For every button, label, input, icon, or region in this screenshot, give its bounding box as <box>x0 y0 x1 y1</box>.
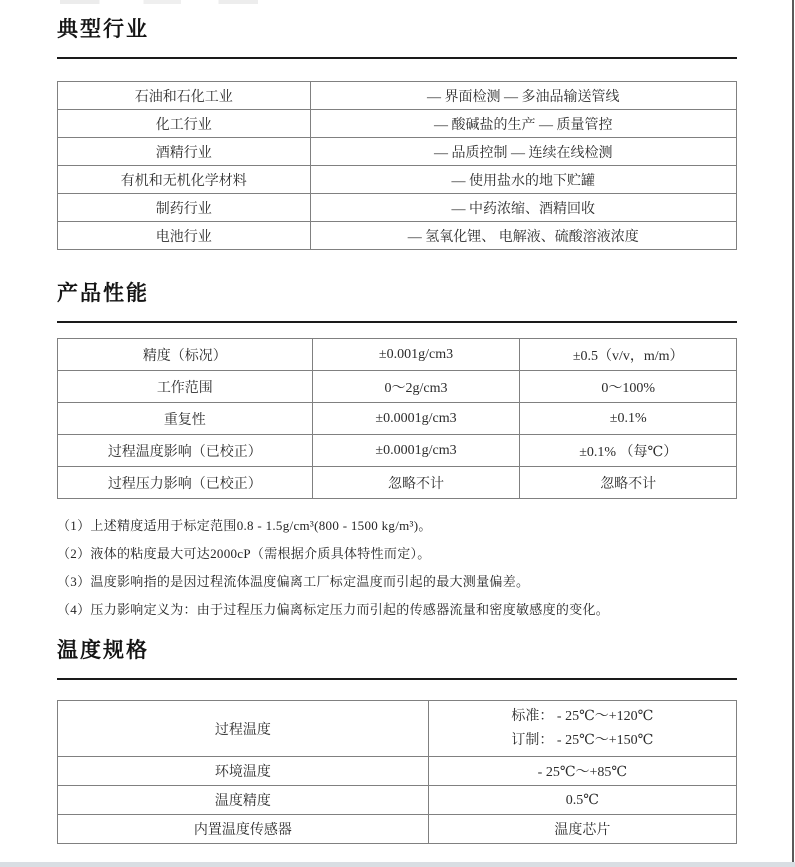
value-cell: - 25℃～+85℃ <box>428 757 736 786</box>
applications-cell: — 品质控制 — 连续在线检测 <box>310 138 736 166</box>
industry-cell: 电池行业 <box>58 222 311 250</box>
performance-table <box>57 338 737 499</box>
heading-rule <box>57 57 737 59</box>
page-right-border <box>792 0 794 867</box>
param-cell: 环境温度 <box>58 757 429 786</box>
table-row <box>58 467 737 499</box>
density-spec-cell: ±0.001g/cm3 <box>312 339 520 371</box>
param-cell: 过程压力影响（已校正） <box>58 467 313 499</box>
param-cell: 工作范围 <box>58 371 313 403</box>
table-row <box>58 403 737 435</box>
applications-cell: — 使用盐水的地下贮罐 <box>310 166 736 194</box>
value-cell: 温度芯片 <box>428 815 736 844</box>
density-spec-cell: 忽略不计 <box>312 467 520 499</box>
param-cell: 精度（标况） <box>58 339 313 371</box>
note-line: （3）温度影响指的是因过程流体温度偏离工厂标定温度而引起的最大测量偏差。 <box>57 574 530 589</box>
table-row <box>58 435 737 467</box>
table-row <box>58 194 737 222</box>
heading-rule <box>57 321 737 323</box>
table-row <box>58 138 737 166</box>
industry-cell: 化工行业 <box>58 110 311 138</box>
heading-rule <box>57 678 737 680</box>
applications-cell: — 界面检测 — 多油品输送管线 <box>310 82 736 110</box>
page-content <box>57 0 737 844</box>
temperature-table <box>57 700 737 844</box>
param-cell: 过程温度 <box>58 701 429 757</box>
value-line: 标准： - 25℃～+120℃ <box>511 708 654 724</box>
note-line: （2）液体的粘度最大可达2000cP（需根据介质具体特性而定）。 <box>57 546 431 561</box>
density-spec-cell: ±0.0001g/cm3 <box>312 435 520 467</box>
note-line: （1）上述精度适用于标定范围0.8 - 1.5g/cm³(800 - 1500 kg/m³)。 <box>57 518 432 533</box>
value-cell <box>428 701 736 757</box>
density-spec-cell: 0～2g/cm3 <box>312 371 520 403</box>
concentration-spec-cell: ±0.1% <box>520 403 737 435</box>
concentration-spec-cell: 0～100% <box>520 371 737 403</box>
table-row <box>58 371 737 403</box>
table-row <box>58 82 737 110</box>
section-title-temperature: 温度规格 <box>57 639 149 662</box>
concentration-spec-cell: ±0.5（v/v，m/m） <box>520 339 737 371</box>
industry-cell: 有机和无机化学材料 <box>58 166 311 194</box>
industry-cell: 制药行业 <box>58 194 311 222</box>
table-row <box>58 339 737 371</box>
density-spec-cell: ±0.0001g/cm3 <box>312 403 520 435</box>
note-line: （4）压力影响定义为：由于过程压力偏离标定压力而引起的传感器流量和密度敏感度的变化。 <box>57 602 610 617</box>
table-row <box>58 110 737 138</box>
page-bottom-edge <box>0 862 795 867</box>
section-title-industries: 典型行业 <box>57 18 149 41</box>
param-cell: 过程温度影响（已校正） <box>58 435 313 467</box>
applications-cell: — 中药浓缩、酒精回收 <box>310 194 736 222</box>
section-title-performance: 产品性能 <box>57 282 149 305</box>
table-row <box>58 166 737 194</box>
table-row <box>58 786 737 815</box>
table-row <box>58 815 737 844</box>
param-cell: 温度精度 <box>58 786 429 815</box>
applications-cell: — 酸碱盐的生产 — 质量管控 <box>310 110 736 138</box>
param-cell: 内置温度传感器 <box>58 815 429 844</box>
performance-notes <box>57 512 737 624</box>
param-cell: 重复性 <box>58 403 313 435</box>
table-row <box>58 757 737 786</box>
industries-table <box>57 81 737 250</box>
industry-cell: 石油和石化工业 <box>58 82 311 110</box>
value-line: 订制： - 25℃～+150℃ <box>511 732 654 748</box>
applications-cell: — 氢氧化锂、 电解液、硫酸溶液浓度 <box>310 222 736 250</box>
concentration-spec-cell: 忽略不计 <box>520 467 737 499</box>
industry-cell: 酒精行业 <box>58 138 311 166</box>
concentration-spec-cell: ±0.1% （每℃） <box>520 435 737 467</box>
table-row <box>58 222 737 250</box>
value-cell: 0.5℃ <box>428 786 736 815</box>
table-row <box>58 701 737 757</box>
